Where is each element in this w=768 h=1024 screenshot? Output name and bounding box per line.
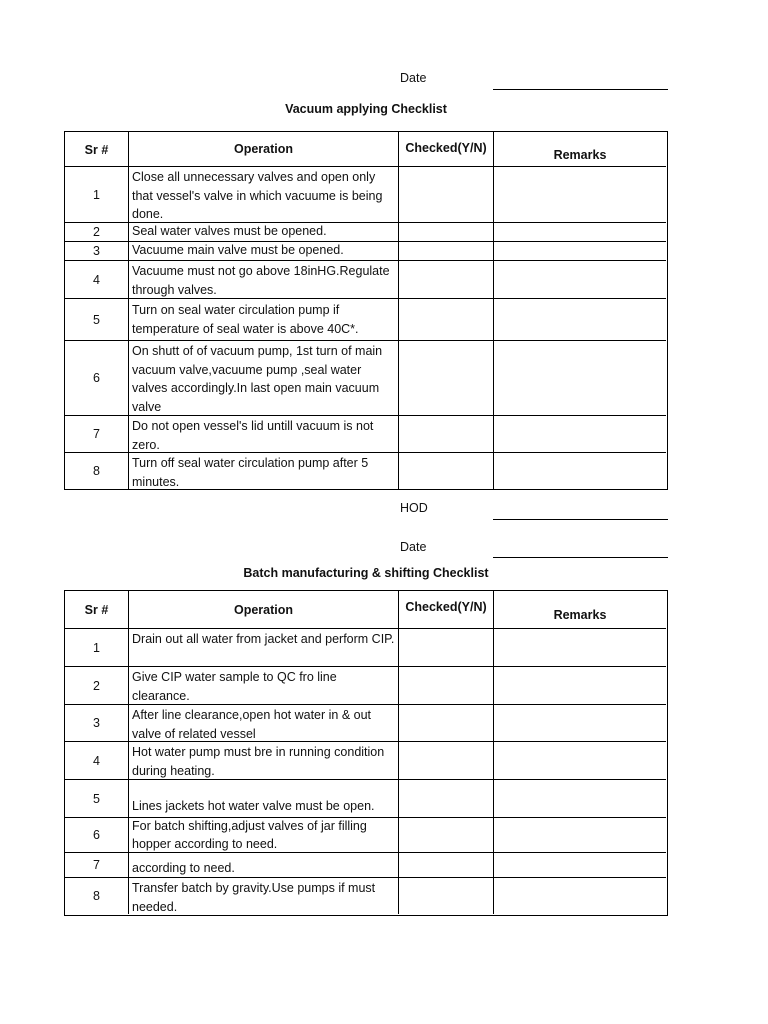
row-operation: Close all unnecessary valves and open only that vessel's valve in which vacuume is being done. — [129, 167, 399, 222]
table-row — [65, 166, 666, 222]
row-sr: 2 — [65, 223, 129, 241]
row-operation: according to need. — [129, 853, 399, 877]
table-row — [65, 852, 666, 877]
remarks-cell[interactable] — [494, 299, 666, 340]
remarks-cell[interactable] — [494, 705, 666, 741]
date-signature-line-signoff[interactable] — [493, 557, 668, 558]
remarks-cell[interactable] — [494, 416, 666, 452]
row-sr: 5 — [65, 299, 129, 340]
checked-cell[interactable] — [399, 299, 494, 340]
hod-signature-line[interactable] — [493, 519, 668, 520]
remarks-cell[interactable] — [494, 667, 666, 704]
hod-label: HOD — [400, 501, 428, 515]
row-operation: Do not open vessel's lid untill vacuum is not zero. — [129, 416, 399, 452]
table-row — [65, 222, 666, 241]
checked-cell[interactable] — [399, 416, 494, 452]
row-operation: Vacuume must not go above 18inHG.Regulate through valves. — [129, 261, 399, 298]
table-row — [65, 741, 666, 779]
row-operation: After line clearance,open hot water in & out valve of related vessel — [129, 705, 399, 741]
row-sr: 6 — [65, 818, 129, 852]
table-row — [65, 666, 666, 704]
row-sr: 8 — [65, 453, 129, 489]
table-row — [65, 241, 666, 260]
checked-cell[interactable] — [399, 667, 494, 704]
vacuum-checklist-table — [64, 131, 668, 490]
checked-cell[interactable] — [399, 705, 494, 741]
row-sr: 6 — [65, 341, 129, 415]
row-sr: 1 — [65, 167, 129, 222]
row-operation: Seal water valves must be opened. — [129, 223, 399, 241]
row-operation: Vacuume main valve must be opened. — [129, 242, 399, 260]
table-row — [65, 704, 666, 741]
row-sr: 4 — [65, 742, 129, 779]
row-operation: Transfer batch by gravity.Use pumps if must needed. — [129, 878, 399, 914]
checked-cell[interactable] — [399, 242, 494, 260]
remarks-cell[interactable] — [494, 780, 666, 817]
batch-checklist-table — [64, 590, 668, 916]
remarks-cell[interactable] — [494, 878, 666, 914]
header-operation: Operation — [129, 132, 399, 167]
row-sr: 2 — [65, 667, 129, 704]
remarks-cell[interactable] — [494, 341, 666, 415]
header-operation: Operation — [129, 591, 399, 629]
remarks-cell[interactable] — [494, 742, 666, 779]
row-operation: On shutt of of vacuum pump, 1st turn of main vacuum valve,vacuume pump ,seal water valves accordingly.In last open main vacuum valve — [129, 341, 399, 415]
header-checked: Checked(Y/N) — [399, 132, 494, 167]
checked-cell[interactable] — [399, 223, 494, 241]
date-label-signoff: Date — [400, 540, 427, 554]
remarks-cell[interactable] — [494, 261, 666, 298]
checked-cell[interactable] — [399, 818, 494, 852]
row-operation: Turn off seal water circulation pump after 5 minutes. — [129, 453, 399, 489]
row-sr: 7 — [65, 853, 129, 877]
row-sr: 1 — [65, 629, 129, 666]
remarks-cell[interactable] — [494, 453, 666, 489]
row-sr: 3 — [65, 242, 129, 260]
checked-cell[interactable] — [399, 742, 494, 779]
row-sr: 7 — [65, 416, 129, 452]
table-row — [65, 817, 666, 852]
remarks-cell[interactable] — [494, 167, 666, 222]
remarks-cell[interactable] — [494, 853, 666, 877]
row-operation: Turn on seal water circulation pump if temperature of seal water is above 40C*. — [129, 299, 399, 340]
checked-cell[interactable] — [399, 341, 494, 415]
checked-cell[interactable] — [399, 453, 494, 489]
table-row — [65, 415, 666, 452]
table-row — [65, 628, 666, 666]
table-row — [65, 452, 666, 489]
checked-cell[interactable] — [399, 780, 494, 817]
header-remarks: Remarks — [553, 147, 607, 162]
batch-checklist-title: Batch manufacturing & shifting Checklist — [243, 566, 489, 580]
remarks-cell[interactable] — [494, 629, 666, 666]
header-sr: Sr # — [65, 132, 129, 167]
header-sr: Sr # — [65, 591, 129, 629]
remarks-cell[interactable] — [494, 242, 666, 260]
row-operation: Drain out all water from jacket and perform CIP. — [129, 629, 399, 666]
row-sr: 3 — [65, 705, 129, 741]
table-row — [65, 340, 666, 415]
row-sr: 4 — [65, 261, 129, 298]
header-checked: Checked(Y/N) — [399, 591, 494, 629]
header-remarks: Remarks — [553, 608, 607, 622]
table-row — [65, 298, 666, 340]
row-sr: 5 — [65, 780, 129, 817]
vacuum-checklist-title: Vacuum applying Checklist — [285, 102, 447, 116]
row-operation: Hot water pump must bre in running condition during heating. — [129, 742, 399, 779]
row-sr: 8 — [65, 878, 129, 914]
date-signature-line-top[interactable] — [493, 89, 668, 90]
remarks-cell[interactable] — [494, 223, 666, 241]
checked-cell[interactable] — [399, 853, 494, 877]
table-row — [65, 260, 666, 298]
table-row — [65, 779, 666, 817]
row-operation: For batch shifting,adjust valves of jar filling hopper according to need. — [129, 818, 399, 852]
remarks-cell[interactable] — [494, 818, 666, 852]
table-header-row — [65, 132, 666, 167]
table-row — [65, 877, 666, 914]
row-operation: Give CIP water sample to QC fro line clearance. — [129, 667, 399, 704]
row-operation: Lines jackets hot water valve must be open. — [129, 780, 399, 817]
checked-cell[interactable] — [399, 167, 494, 222]
checked-cell[interactable] — [399, 878, 494, 914]
checked-cell[interactable] — [399, 261, 494, 298]
table-header-row — [65, 591, 666, 629]
date-label-top: Date — [400, 71, 427, 85]
checked-cell[interactable] — [399, 629, 494, 666]
